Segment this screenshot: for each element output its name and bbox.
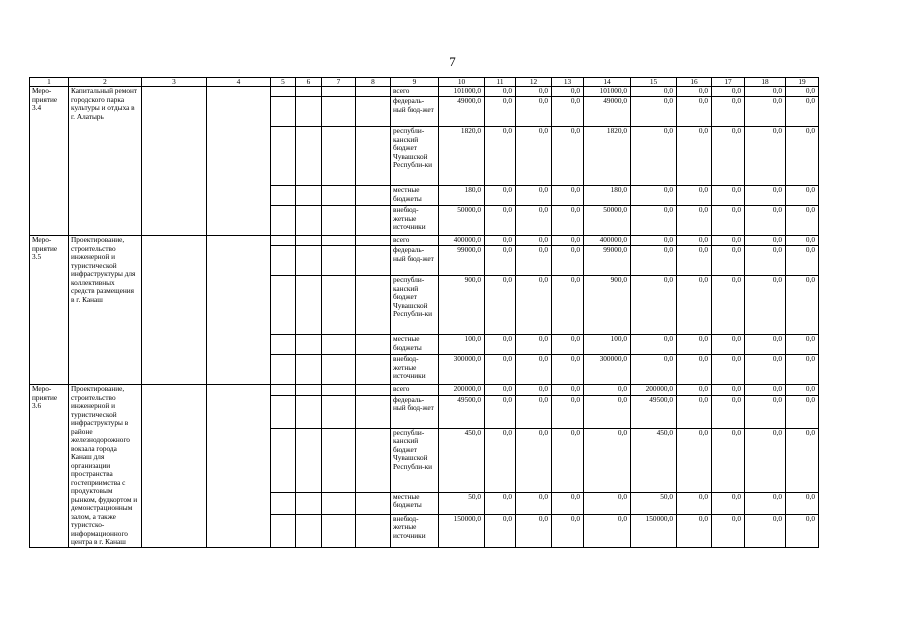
empty-cell <box>207 236 271 385</box>
column-number: 14 <box>584 78 631 87</box>
amount-cell: 0,0 <box>745 395 786 428</box>
amount-cell: 0,0 <box>712 186 745 206</box>
amount-cell: 0,0 <box>516 186 552 206</box>
amount-cell: 180,0 <box>439 186 485 206</box>
event-label: Меро-приятие 3.5 <box>30 236 69 385</box>
amount-cell: 0,0 <box>677 514 712 547</box>
column-number: 17 <box>712 78 745 87</box>
empty-cell <box>322 206 356 236</box>
amount-cell: 200000,0 <box>631 385 677 396</box>
amount-cell: 0,0 <box>745 97 786 127</box>
column-number: 10 <box>439 78 485 87</box>
amount-cell: 0,0 <box>677 276 712 335</box>
amount-cell: 0,0 <box>631 97 677 127</box>
empty-cell <box>296 395 322 428</box>
empty-cell <box>296 206 322 236</box>
amount-cell: 50000,0 <box>584 206 631 236</box>
empty-cell <box>356 186 391 206</box>
amount-cell: 100,0 <box>584 335 631 355</box>
amount-cell: 400000,0 <box>584 236 631 246</box>
amount-cell: 0,0 <box>552 395 584 428</box>
amount-cell: 0,0 <box>631 335 677 355</box>
empty-cell <box>356 335 391 355</box>
amount-cell: 0,0 <box>552 186 584 206</box>
empty-cell <box>322 355 356 385</box>
empty-cell <box>322 428 356 492</box>
amount-cell: 49000,0 <box>439 97 485 127</box>
amount-cell: 200000,0 <box>439 385 485 396</box>
amount-cell: 0,0 <box>485 428 516 492</box>
amount-cell: 0,0 <box>552 246 584 276</box>
empty-cell <box>356 355 391 385</box>
amount-cell: 50,0 <box>631 492 677 514</box>
empty-cell <box>271 335 296 355</box>
empty-cell <box>322 514 356 547</box>
empty-cell <box>356 276 391 335</box>
column-number: 15 <box>631 78 677 87</box>
amount-cell: 0,0 <box>516 428 552 492</box>
amount-cell: 0,0 <box>552 236 584 246</box>
column-number: 19 <box>786 78 819 87</box>
empty-cell <box>296 186 322 206</box>
amount-cell: 0,0 <box>584 514 631 547</box>
amount-cell: 0,0 <box>677 385 712 396</box>
empty-cell <box>296 514 322 547</box>
amount-cell: 0,0 <box>712 514 745 547</box>
amount-cell: 0,0 <box>677 127 712 186</box>
amount-cell: 0,0 <box>516 236 552 246</box>
amount-cell: 0,0 <box>745 428 786 492</box>
amount-cell: 99000,0 <box>584 246 631 276</box>
amount-cell: 0,0 <box>552 97 584 127</box>
amount-cell: 49500,0 <box>439 395 485 428</box>
empty-cell <box>271 206 296 236</box>
empty-cell <box>207 385 271 548</box>
amount-cell: 0,0 <box>485 97 516 127</box>
empty-cell <box>142 236 207 385</box>
amount-cell: 0,0 <box>677 236 712 246</box>
amount-cell: 49500,0 <box>631 395 677 428</box>
empty-cell <box>356 385 391 396</box>
header-row <box>30 78 819 87</box>
empty-cell <box>356 236 391 246</box>
amount-cell: 0,0 <box>516 514 552 547</box>
amount-cell: 0,0 <box>786 276 819 335</box>
amount-cell: 150000,0 <box>439 514 485 547</box>
amount-cell: 0,0 <box>786 186 819 206</box>
column-number: 18 <box>745 78 786 87</box>
amount-cell: 101000,0 <box>584 87 631 97</box>
column-number: 12 <box>516 78 552 87</box>
amount-cell: 0,0 <box>485 395 516 428</box>
amount-cell: 300000,0 <box>584 355 631 385</box>
funding-source: внебюд-жетные источники <box>391 206 439 236</box>
empty-cell <box>356 246 391 276</box>
empty-cell <box>356 206 391 236</box>
amount-cell: 0,0 <box>786 236 819 246</box>
amount-cell: 0,0 <box>745 87 786 97</box>
amount-cell: 0,0 <box>485 385 516 396</box>
funding-source: местные бюджеты <box>391 335 439 355</box>
amount-cell: 0,0 <box>677 186 712 206</box>
empty-cell <box>296 385 322 396</box>
amount-cell: 0,0 <box>631 246 677 276</box>
amount-cell: 900,0 <box>439 276 485 335</box>
amount-cell: 0,0 <box>712 87 745 97</box>
amount-cell: 180,0 <box>584 186 631 206</box>
amount-cell: 0,0 <box>745 385 786 396</box>
amount-cell: 0,0 <box>745 355 786 385</box>
column-number: 8 <box>356 78 391 87</box>
event-description: Проектирование, строительство инженерной и туристической инфраструктуры для коллективных средств размещения в г. Канаш <box>69 236 142 385</box>
empty-cell <box>271 127 296 186</box>
amount-cell: 0,0 <box>712 97 745 127</box>
empty-cell <box>296 236 322 246</box>
empty-cell <box>271 97 296 127</box>
column-number: 4 <box>207 78 271 87</box>
empty-cell <box>296 428 322 492</box>
funding-source: федераль-ный бюд-жет <box>391 97 439 127</box>
column-number: 7 <box>322 78 356 87</box>
amount-cell: 1820,0 <box>439 127 485 186</box>
amount-cell: 0,0 <box>552 206 584 236</box>
amount-cell: 0,0 <box>786 127 819 186</box>
empty-cell <box>271 236 296 246</box>
amount-cell: 0,0 <box>552 127 584 186</box>
amount-cell: 0,0 <box>552 87 584 97</box>
amount-cell: 50,0 <box>439 492 485 514</box>
amount-cell: 0,0 <box>677 335 712 355</box>
amount-cell: 0,0 <box>485 355 516 385</box>
amount-cell: 0,0 <box>516 335 552 355</box>
amount-cell: 0,0 <box>745 335 786 355</box>
empty-cell <box>296 97 322 127</box>
amount-cell: 150000,0 <box>631 514 677 547</box>
empty-cell <box>207 87 271 236</box>
amount-cell: 0,0 <box>516 87 552 97</box>
empty-cell <box>271 355 296 385</box>
empty-cell <box>356 87 391 97</box>
amount-cell: 0,0 <box>631 276 677 335</box>
empty-cell <box>271 514 296 547</box>
amount-cell: 99000,0 <box>439 246 485 276</box>
amount-cell: 0,0 <box>786 87 819 97</box>
amount-cell: 400000,0 <box>439 236 485 246</box>
amount-cell: 300000,0 <box>439 355 485 385</box>
empty-cell <box>271 395 296 428</box>
table-row <box>30 385 819 396</box>
empty-cell <box>296 335 322 355</box>
amount-cell: 0,0 <box>677 355 712 385</box>
amount-cell: 0,0 <box>552 492 584 514</box>
empty-cell <box>322 246 356 276</box>
column-number: 2 <box>69 78 142 87</box>
amount-cell: 0,0 <box>786 335 819 355</box>
amount-cell: 0,0 <box>516 385 552 396</box>
amount-cell: 50000,0 <box>439 206 485 236</box>
amount-cell: 0,0 <box>677 246 712 276</box>
amount-cell: 0,0 <box>712 355 745 385</box>
empty-cell <box>271 186 296 206</box>
amount-cell: 0,0 <box>631 206 677 236</box>
funding-source: местные бюджеты <box>391 186 439 206</box>
budget-table <box>29 77 819 548</box>
amount-cell: 0,0 <box>745 492 786 514</box>
empty-cell <box>322 276 356 335</box>
amount-cell: 0,0 <box>485 492 516 514</box>
amount-cell: 0,0 <box>745 186 786 206</box>
empty-cell <box>271 428 296 492</box>
amount-cell: 0,0 <box>552 355 584 385</box>
amount-cell: 0,0 <box>786 385 819 396</box>
column-number: 13 <box>552 78 584 87</box>
amount-cell: 0,0 <box>485 514 516 547</box>
amount-cell: 0,0 <box>584 385 631 396</box>
amount-cell: 0,0 <box>485 186 516 206</box>
amount-cell: 0,0 <box>552 335 584 355</box>
amount-cell: 0,0 <box>631 355 677 385</box>
amount-cell: 0,0 <box>584 395 631 428</box>
empty-cell <box>322 385 356 396</box>
amount-cell: 0,0 <box>516 97 552 127</box>
amount-cell: 0,0 <box>786 514 819 547</box>
event-description: Проектирование, строительство инженерной и туристической инфраструктуры в районе железнодорожного вокзала города Канаш для организации пространства гостеприимства с продуктовым рынком, фудкортом и демонстрационным залом, а также туристско-информационного центра в г. Канаш <box>69 385 142 548</box>
amount-cell: 0,0 <box>745 276 786 335</box>
amount-cell: 0,0 <box>677 87 712 97</box>
amount-cell: 0,0 <box>631 186 677 206</box>
amount-cell: 0,0 <box>745 206 786 236</box>
column-number: 3 <box>142 78 207 87</box>
empty-cell <box>142 385 207 548</box>
empty-cell <box>356 428 391 492</box>
amount-cell: 0,0 <box>745 514 786 547</box>
empty-cell <box>356 395 391 428</box>
amount-cell: 0,0 <box>516 355 552 385</box>
budget-table-body <box>30 78 819 548</box>
amount-cell: 100,0 <box>439 335 485 355</box>
empty-cell <box>296 127 322 186</box>
amount-cell: 0,0 <box>712 236 745 246</box>
empty-cell <box>322 236 356 246</box>
empty-cell <box>296 276 322 335</box>
amount-cell: 1820,0 <box>584 127 631 186</box>
funding-source: внебюд-жетные источники <box>391 355 439 385</box>
amount-cell: 0,0 <box>712 428 745 492</box>
amount-cell: 0,0 <box>516 395 552 428</box>
amount-cell: 0,0 <box>786 206 819 236</box>
funding-source: местные бюджеты <box>391 492 439 514</box>
column-number: 11 <box>485 78 516 87</box>
funding-source: всего <box>391 87 439 97</box>
amount-cell: 0,0 <box>631 236 677 246</box>
amount-cell: 0,0 <box>786 355 819 385</box>
amount-cell: 0,0 <box>712 385 745 396</box>
amount-cell: 101000,0 <box>439 87 485 97</box>
column-number: 5 <box>271 78 296 87</box>
funding-source: республи-канский бюджет Чувашской Республи-ки <box>391 428 439 492</box>
funding-source: внебюд-жетные источники <box>391 514 439 547</box>
empty-cell <box>142 87 207 236</box>
amount-cell: 0,0 <box>552 276 584 335</box>
amount-cell: 450,0 <box>439 428 485 492</box>
empty-cell <box>356 127 391 186</box>
amount-cell: 0,0 <box>786 492 819 514</box>
amount-cell: 0,0 <box>745 236 786 246</box>
amount-cell: 0,0 <box>786 246 819 276</box>
amount-cell: 0,0 <box>712 127 745 186</box>
column-number: 16 <box>677 78 712 87</box>
amount-cell: 0,0 <box>677 395 712 428</box>
amount-cell: 0,0 <box>485 276 516 335</box>
empty-cell <box>271 87 296 97</box>
amount-cell: 0,0 <box>712 276 745 335</box>
empty-cell <box>271 492 296 514</box>
amount-cell: 0,0 <box>677 206 712 236</box>
empty-cell <box>296 355 322 385</box>
amount-cell: 0,0 <box>552 385 584 396</box>
event-label: Меро-приятие 3.4 <box>30 87 69 236</box>
amount-cell: 0,0 <box>677 492 712 514</box>
amount-cell: 0,0 <box>485 87 516 97</box>
empty-cell <box>322 87 356 97</box>
amount-cell: 0,0 <box>516 127 552 186</box>
amount-cell: 0,0 <box>786 395 819 428</box>
funding-source: всего <box>391 236 439 246</box>
amount-cell: 0,0 <box>712 246 745 276</box>
funding-source: всего <box>391 385 439 396</box>
empty-cell <box>322 395 356 428</box>
event-description: Капитальный ремонт городского парка культуры и отдыха в г. Алатырь <box>69 87 142 236</box>
amount-cell: 0,0 <box>712 335 745 355</box>
empty-cell <box>322 335 356 355</box>
empty-cell <box>356 492 391 514</box>
amount-cell: 0,0 <box>786 428 819 492</box>
column-number: 1 <box>30 78 69 87</box>
amount-cell: 0,0 <box>485 236 516 246</box>
amount-cell: 0,0 <box>786 97 819 127</box>
empty-cell <box>271 246 296 276</box>
empty-cell <box>296 492 322 514</box>
empty-cell <box>322 97 356 127</box>
amount-cell: 0,0 <box>745 127 786 186</box>
amount-cell: 0,0 <box>584 428 631 492</box>
amount-cell: 0,0 <box>516 492 552 514</box>
empty-cell <box>356 514 391 547</box>
amount-cell: 450,0 <box>631 428 677 492</box>
column-number: 6 <box>296 78 322 87</box>
funding-source: республи-канский бюджет Чувашской Республи-ки <box>391 127 439 186</box>
amount-cell: 0,0 <box>516 246 552 276</box>
funding-source: республи-канский бюджет Чувашской Республи-ки <box>391 276 439 335</box>
empty-cell <box>271 385 296 396</box>
amount-cell: 0,0 <box>485 246 516 276</box>
amount-cell: 0,0 <box>516 276 552 335</box>
amount-cell: 0,0 <box>584 492 631 514</box>
amount-cell: 0,0 <box>677 97 712 127</box>
amount-cell: 0,0 <box>712 395 745 428</box>
empty-cell <box>296 246 322 276</box>
amount-cell: 0,0 <box>631 127 677 186</box>
table-row <box>30 236 819 246</box>
empty-cell <box>356 97 391 127</box>
funding-source: федераль-ный бюд-жет <box>391 395 439 428</box>
empty-cell <box>322 127 356 186</box>
amount-cell: 49000,0 <box>584 97 631 127</box>
empty-cell <box>322 492 356 514</box>
amount-cell: 0,0 <box>712 492 745 514</box>
amount-cell: 0,0 <box>677 428 712 492</box>
event-label: Меро-приятие 3.6 <box>30 385 69 548</box>
table-row <box>30 87 819 97</box>
empty-cell <box>271 276 296 335</box>
amount-cell: 0,0 <box>552 428 584 492</box>
amount-cell: 0,0 <box>712 206 745 236</box>
amount-cell: 0,0 <box>745 246 786 276</box>
amount-cell: 0,0 <box>485 206 516 236</box>
funding-source: федераль-ный бюд-жет <box>391 246 439 276</box>
page-number: 7 <box>449 54 456 69</box>
amount-cell: 0,0 <box>552 514 584 547</box>
amount-cell: 0,0 <box>485 335 516 355</box>
column-number: 9 <box>391 78 439 87</box>
empty-cell <box>296 87 322 97</box>
amount-cell: 0,0 <box>631 87 677 97</box>
amount-cell: 900,0 <box>584 276 631 335</box>
empty-cell <box>322 186 356 206</box>
amount-cell: 0,0 <box>516 206 552 236</box>
amount-cell: 0,0 <box>485 127 516 186</box>
